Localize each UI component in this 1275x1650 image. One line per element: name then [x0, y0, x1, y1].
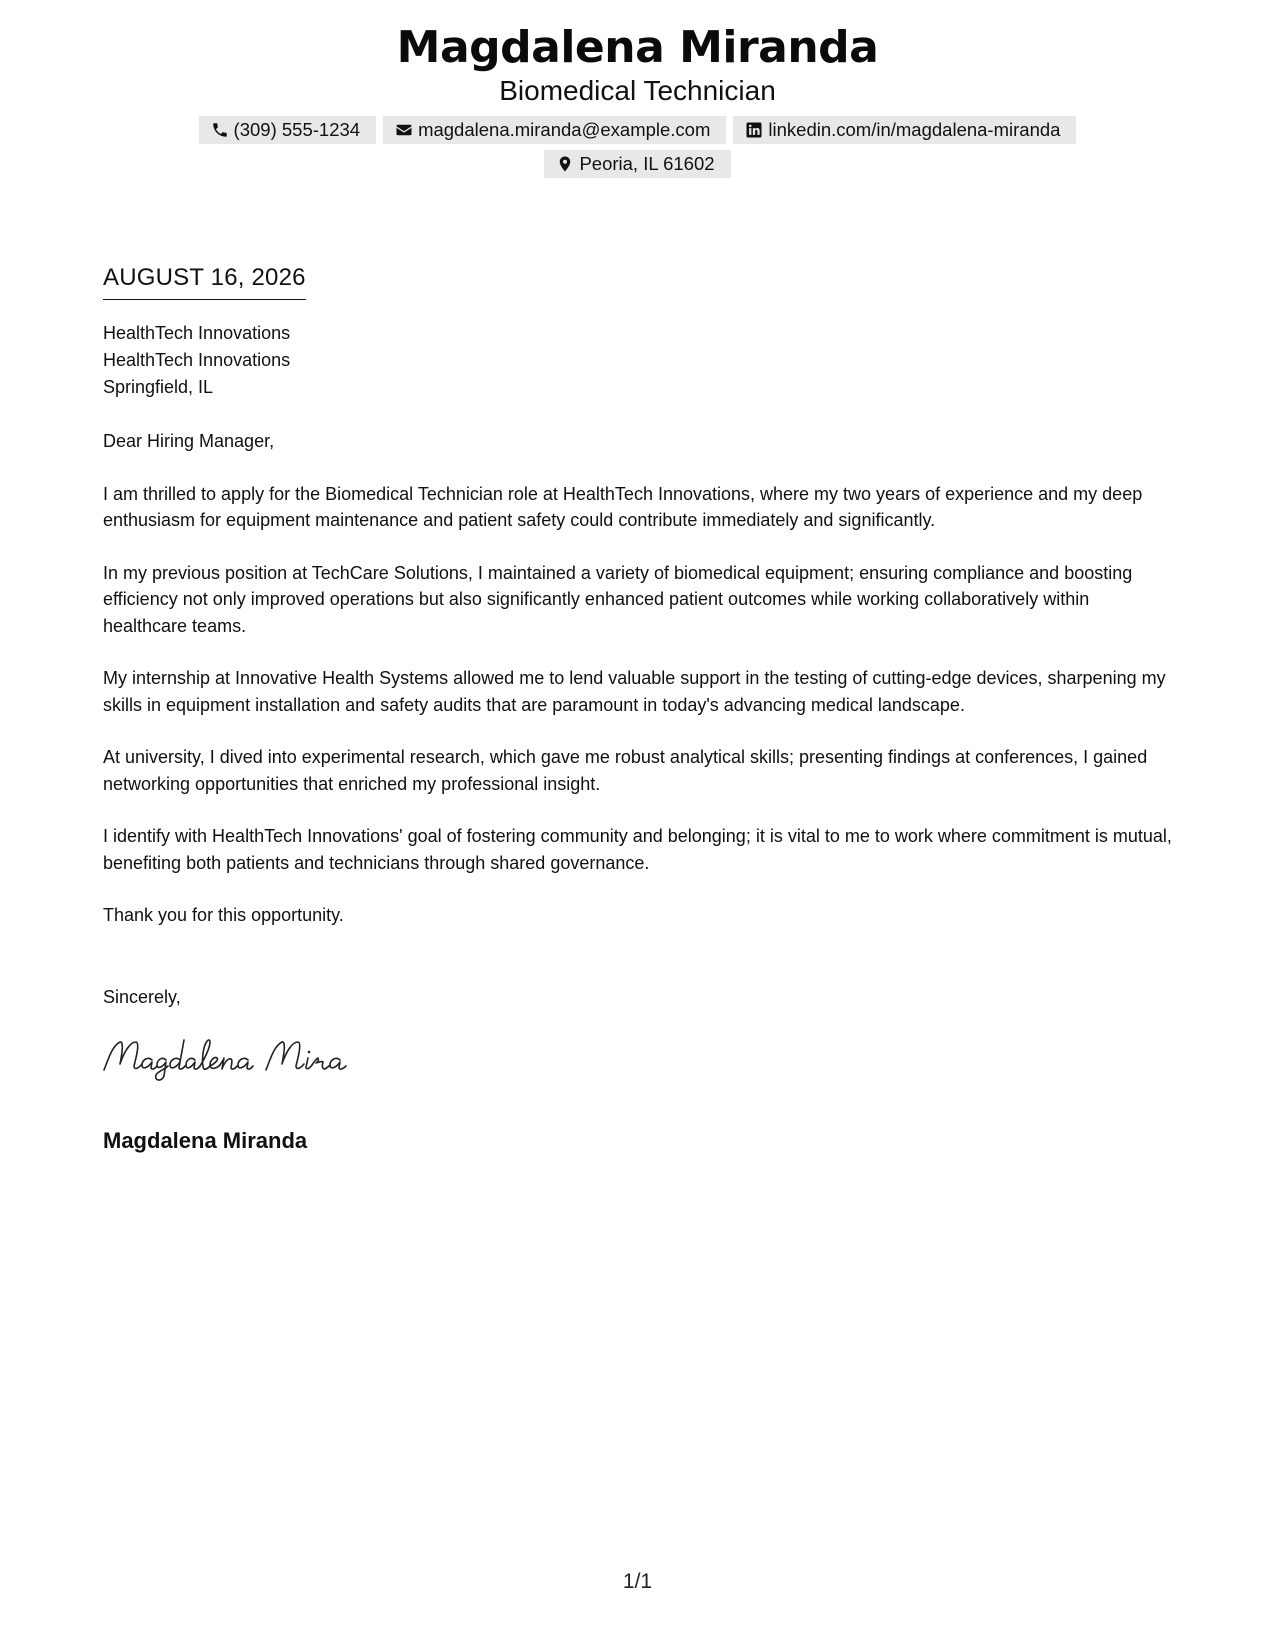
page-number: 1/1: [622, 1570, 653, 1593]
envelope-icon: [395, 121, 413, 139]
recipient-address: [103, 320, 290, 401]
recipient-line: HealthTech Innovations: [103, 350, 291, 370]
letter-header: [0, 22, 1275, 178]
body-paragraph: I identify with HealthTech Innovations' goal of fostering community and belonging; it is vital to me to work where commitment is mutual, benefiting both patients and technicians through shared governance.: [103, 826, 1172, 873]
phone-number: (309) 555-1234: [233, 119, 361, 140]
greeting: Dear Hiring Manager,: [103, 431, 275, 451]
applicant-title: Biomedical Technician: [499, 75, 776, 106]
body-paragraph: My internship at Innovative Health Systems allowed me to lend valuable support in the testing of cutting-edge devices, sharpening my skills in equipment installation and safety audits that are paramount in today's advancing medical landscape.: [103, 668, 1166, 715]
contact-email[interactable]: [383, 116, 726, 144]
recipient-line: HealthTech Innovations: [103, 323, 291, 343]
letter-date: AUGUST 16, 2026: [103, 263, 306, 300]
contact-location[interactable]: [544, 150, 730, 178]
body-paragraph: In my previous position at TechCare Solutions, I maintained a variety of biomedical equipment; ensuring compliance and boosting efficiency not only improved operations but also significantly enhanced patient outcomes while working collaboratively within healthcare teams.: [103, 562, 1133, 636]
body-paragraph: I am thrilled to apply for the Biomedical Technician role at HealthTech Innovations, where my two years of experience and my deep enthusiasm for equipment maintenance and patient safety could contribute immediately and significantly.: [103, 483, 1143, 530]
letter-date-block: [103, 263, 306, 300]
contact-phone[interactable]: [199, 116, 377, 144]
contact-linkedin[interactable]: [733, 116, 1076, 144]
contact-info: [178, 116, 1098, 178]
linkedin-icon: [745, 121, 763, 139]
applicant-name: Magdalena Miranda: [396, 22, 879, 73]
letter-body: [103, 428, 1178, 955]
map-pin-icon: [556, 155, 574, 173]
body-paragraph: At university, I dived into experimental research, which gave me robust analytical skills; presenting findings at conferences, I gained networking opportunities that enriched my professional insight.: [103, 747, 1148, 794]
body-paragraph: Thank you for this opportunity.: [103, 905, 344, 925]
recipient-line: Springfield, IL: [103, 377, 214, 397]
phone-icon: [211, 121, 229, 139]
email-address: magdalena.miranda@example.com: [418, 119, 711, 140]
closing: Sincerely,: [103, 987, 181, 1007]
location-text: Peoria, IL 61602: [579, 153, 715, 174]
signer-name: Magdalena Miranda: [103, 1128, 308, 1153]
linkedin-url: linkedin.com/in/magdalena-miranda: [768, 119, 1061, 140]
handwritten-signature: [100, 1032, 364, 1082]
